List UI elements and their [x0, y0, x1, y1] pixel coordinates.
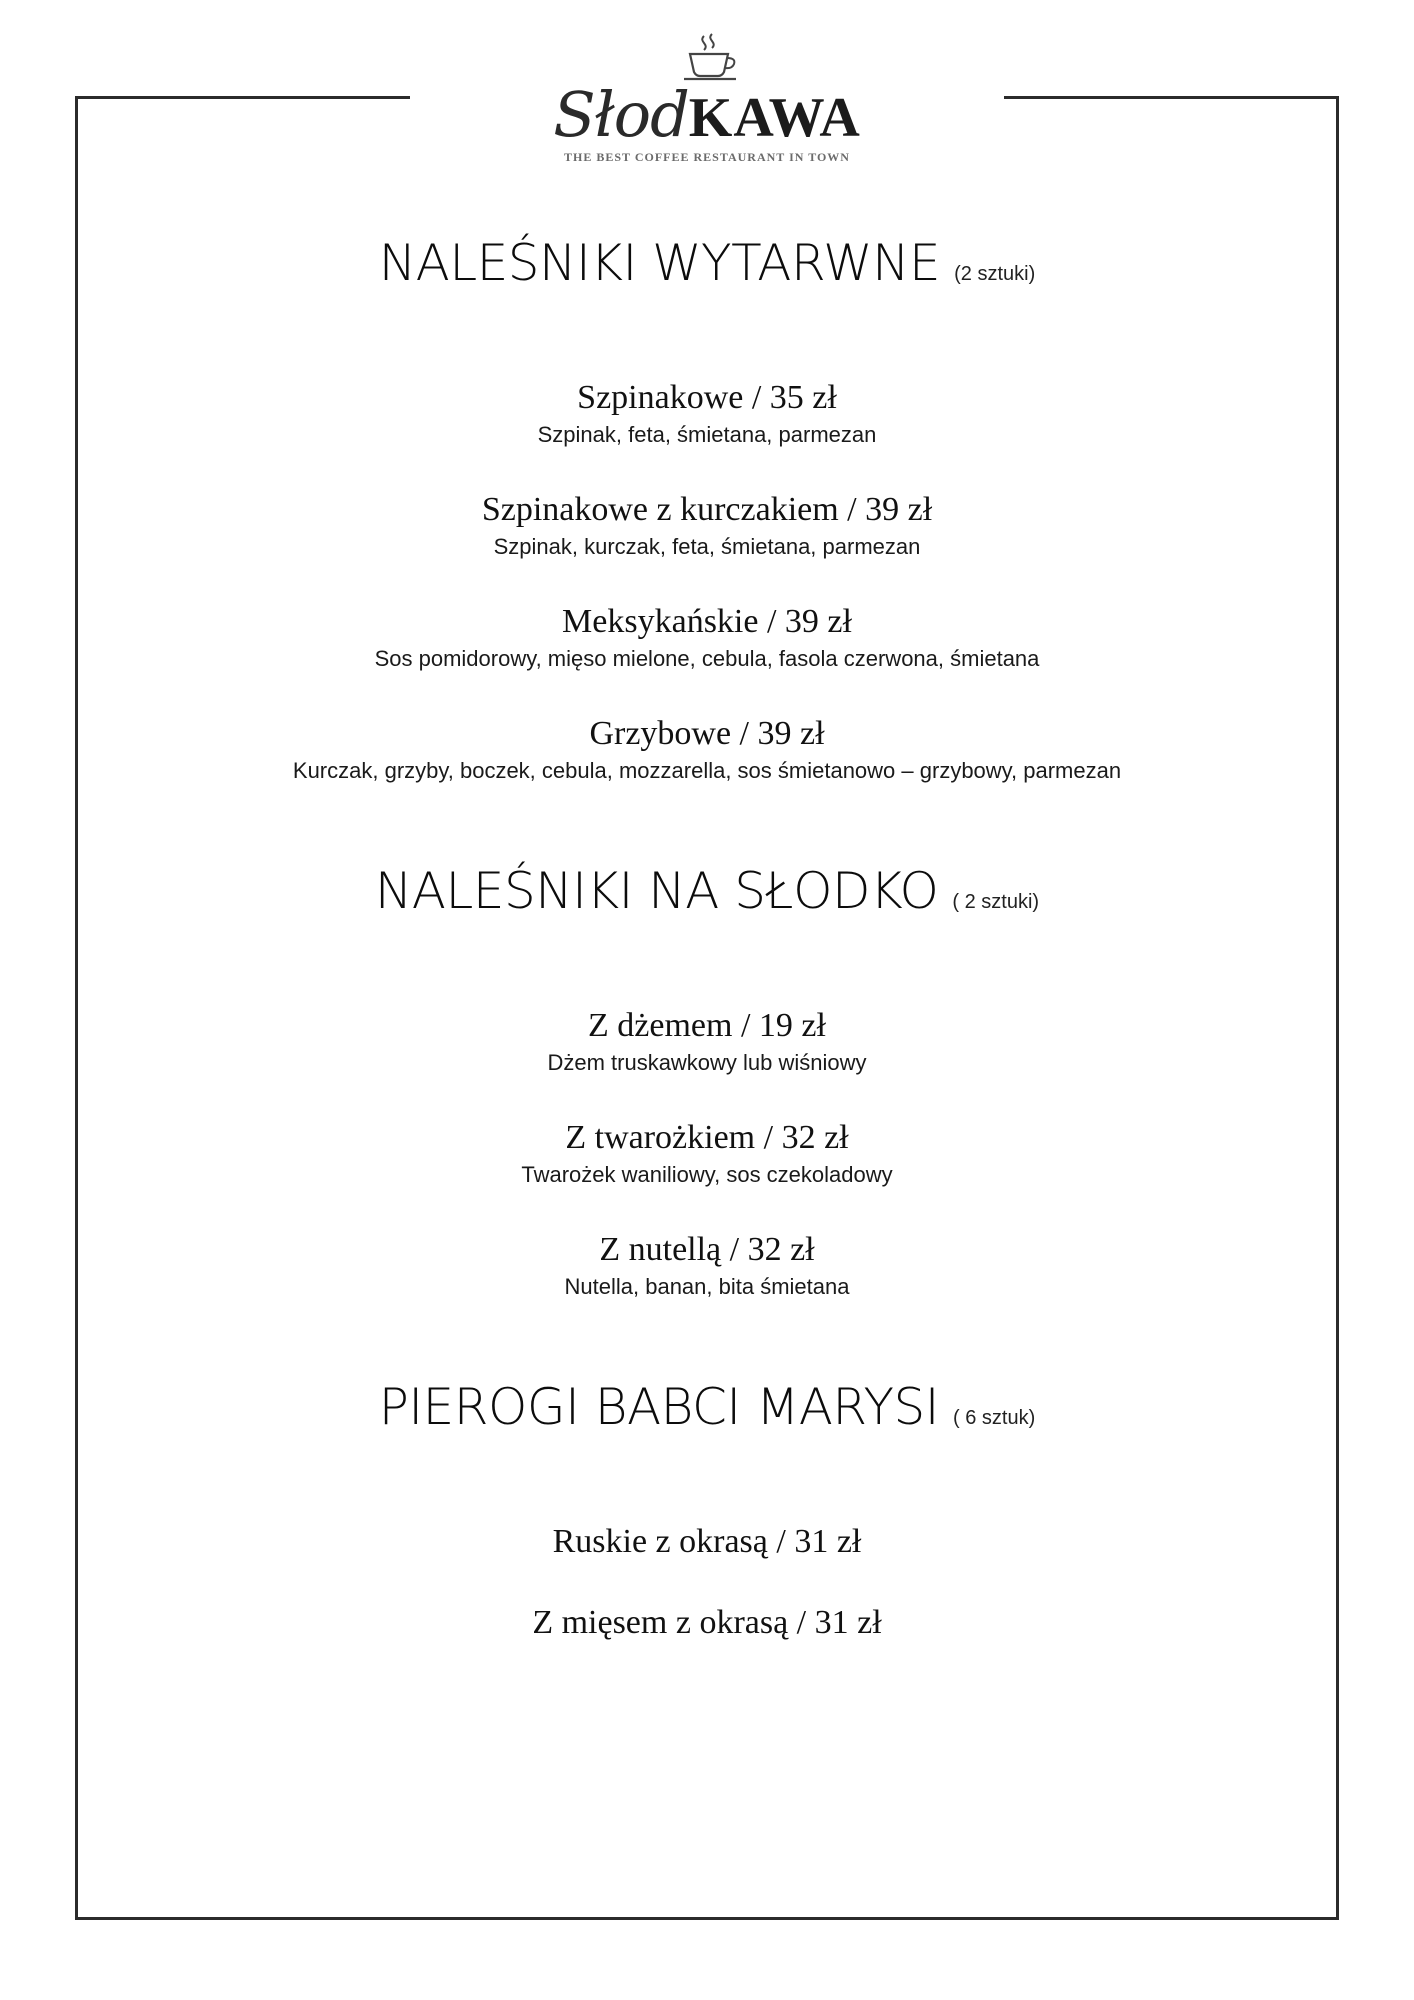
menu-item	[0, 714, 1414, 786]
section-title: NALEŚNIKI NA SŁODKO	[374, 862, 939, 920]
section-note: ( 2 sztuki)	[952, 891, 1040, 913]
menu-item	[0, 490, 1414, 562]
item-name: Z nutellą / 32 zł	[599, 1231, 815, 1268]
section-title: PIEROGI BABCI MARYSI	[378, 1378, 939, 1436]
section-heading-nalesniki-wytrawne	[0, 234, 1414, 292]
section-heading-nalesniki-na-slodko	[0, 862, 1414, 920]
logo-script-text: Słod	[553, 78, 689, 151]
item-name: Z twarożkiem / 32 zł	[565, 1119, 849, 1156]
section-title: NALEŚNIKI WYTARWNE	[378, 234, 941, 292]
section-heading-pierogi-babci-marysi	[0, 1378, 1414, 1436]
item-name: Z mięsem z okrasą / 31 zł	[532, 1604, 882, 1641]
logo-tagline: THE BEST COFFEE RESTAURANT IN TOWN	[564, 150, 850, 164]
menu-item	[0, 602, 1414, 674]
menu-item	[0, 1522, 1414, 1562]
item-description: Twarożek waniliowy, sos czekoladowy	[521, 1162, 893, 1187]
item-description: Szpinak, kurczak, feta, śmietana, parmezan	[493, 534, 921, 559]
item-name: Ruskie z okrasą / 31 zł	[552, 1523, 862, 1560]
item-description: Dżem truskawkowy lub wiśniowy	[547, 1050, 867, 1075]
item-description: Szpinak, feta, śmietana, parmezan	[537, 422, 877, 447]
item-name: Szpinakowe / 35 zł	[577, 379, 837, 416]
coffee-cup-icon	[678, 32, 742, 84]
menu-item	[0, 1603, 1414, 1643]
menu-item	[0, 1006, 1414, 1078]
section-note: (2 sztuki)	[954, 263, 1036, 285]
section-note: ( 6 sztuk)	[953, 1407, 1036, 1429]
menu-item	[0, 378, 1414, 450]
item-description: Kurczak, grzyby, boczek, cebula, mozzarella, sos śmietanowo – grzybowy, parmezan	[292, 758, 1122, 783]
item-name: Z dżemem / 19 zł	[588, 1007, 826, 1044]
menu-item	[0, 1118, 1414, 1190]
menu-item	[0, 1230, 1414, 1302]
logo-bold-text: KAWA	[688, 87, 861, 149]
logo	[410, 30, 1004, 200]
item-name: Grzybowe / 39 zł	[589, 715, 825, 752]
item-description: Nutella, banan, bita śmietana	[564, 1274, 850, 1299]
item-description: Sos pomidorowy, mięso mielone, cebula, fasola czerwona, śmietana	[374, 646, 1040, 671]
item-name: Meksykańskie / 39 zł	[562, 603, 852, 640]
item-name: Szpinakowe z kurczakiem / 39 zł	[481, 491, 933, 528]
